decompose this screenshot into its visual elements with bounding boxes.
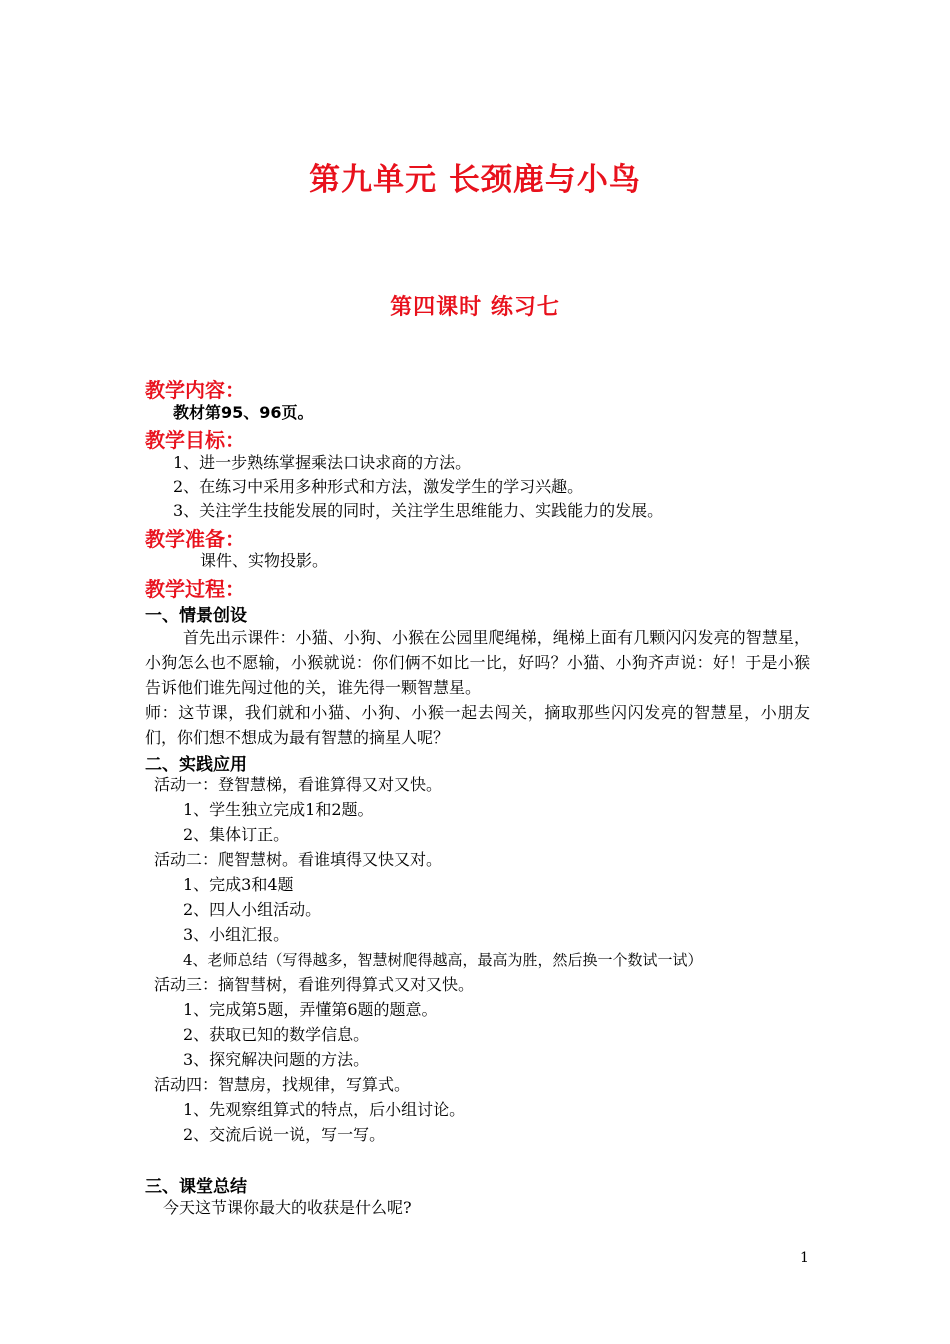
activity-item: 1、完成第5题，弄懂第6题的题意。 xyxy=(183,1000,438,1019)
process-heading: 教学过程： xyxy=(145,577,245,601)
lesson-subtitle: 第四课时 练习七 xyxy=(390,295,560,320)
activity-item: 2、交流后说一说，写一写。 xyxy=(183,1125,386,1144)
activity-item: 3、探究解决问题的方法。 xyxy=(183,1050,370,1069)
content-heading: 教学内容： xyxy=(145,378,245,402)
goal-item: 3、关注学生技能发展的同时，关注学生思维能力、实践能力的发展。 xyxy=(173,501,664,520)
activity-item: 3、小组汇报。 xyxy=(183,925,290,944)
page-title: 第九单元 长颈鹿与小鸟 xyxy=(309,162,641,198)
goal-item: 2、在练习中采用多种形式和方法，激发学生的学习兴趣。 xyxy=(173,477,584,496)
activity-item: 2、获取已知的数学信息。 xyxy=(183,1025,370,1044)
activity-item: 1、完成3和4题 xyxy=(183,875,294,894)
activity-item: 2、集体订正。 xyxy=(183,825,290,844)
page-number: 1 xyxy=(800,1250,809,1266)
activity-item: 1、先观察组算式的特点，后小组讨论。 xyxy=(183,1100,466,1119)
activity-item: 2、四人小组活动。 xyxy=(183,900,322,919)
section-heading: 二、实践应用 xyxy=(145,755,247,775)
activity-title: 活动四：智慧房，找规律，写算式。 xyxy=(154,1075,411,1094)
scenario-paragraph: 首先出示课件：小猫、小狗、小猴在公园里爬绳梯，绳梯上面有几颗闪闪发亮的智慧星，小狗怎么也不愿输，小猴就说：你们俩不如比一比，好吗？小猫、小狗齐声说：好！于是小猴告诉他们谁先闯过他的关，谁先得一颗智慧星。 xyxy=(145,628,810,697)
activity-item: 1、学生独立完成1和2题。 xyxy=(183,800,374,819)
activity-title: 活动三：摘智彗树，看谁列得算式又对又快。 xyxy=(154,975,475,994)
prep-heading: 教学准备： xyxy=(145,527,245,551)
activity-title: 活动一：登智慧梯，看谁算得又对又快。 xyxy=(154,775,443,794)
activity-title: 活动二：爬智慧树。看谁填得又快又对。 xyxy=(154,850,443,869)
teacher-paragraph: 师：这节课，我们就和小猫、小狗、小猴一起去闯关，摘取那些闪闪发亮的智慧星，小朋友们，你们想不想成为最有智慧的摘星人呢？ xyxy=(145,703,810,747)
prep-text: 课件、实物投影。 xyxy=(200,551,329,570)
goal-item: 1、进一步熟练掌握乘法口诀求商的方法。 xyxy=(173,453,472,472)
section-heading: 一、情景创设 xyxy=(145,606,247,626)
content-text: 教材第95、96页。 xyxy=(173,403,314,422)
summary-text: 今天这节课你最大的收获是什么呢? xyxy=(163,1198,412,1217)
goals-heading: 教学目标： xyxy=(145,428,245,452)
activity-item: 4、老师总结（写得越多，智慧树爬得越高，最高为胜，然后换一个数试一试） xyxy=(183,951,703,969)
section-heading: 三、课堂总结 xyxy=(145,1177,247,1197)
